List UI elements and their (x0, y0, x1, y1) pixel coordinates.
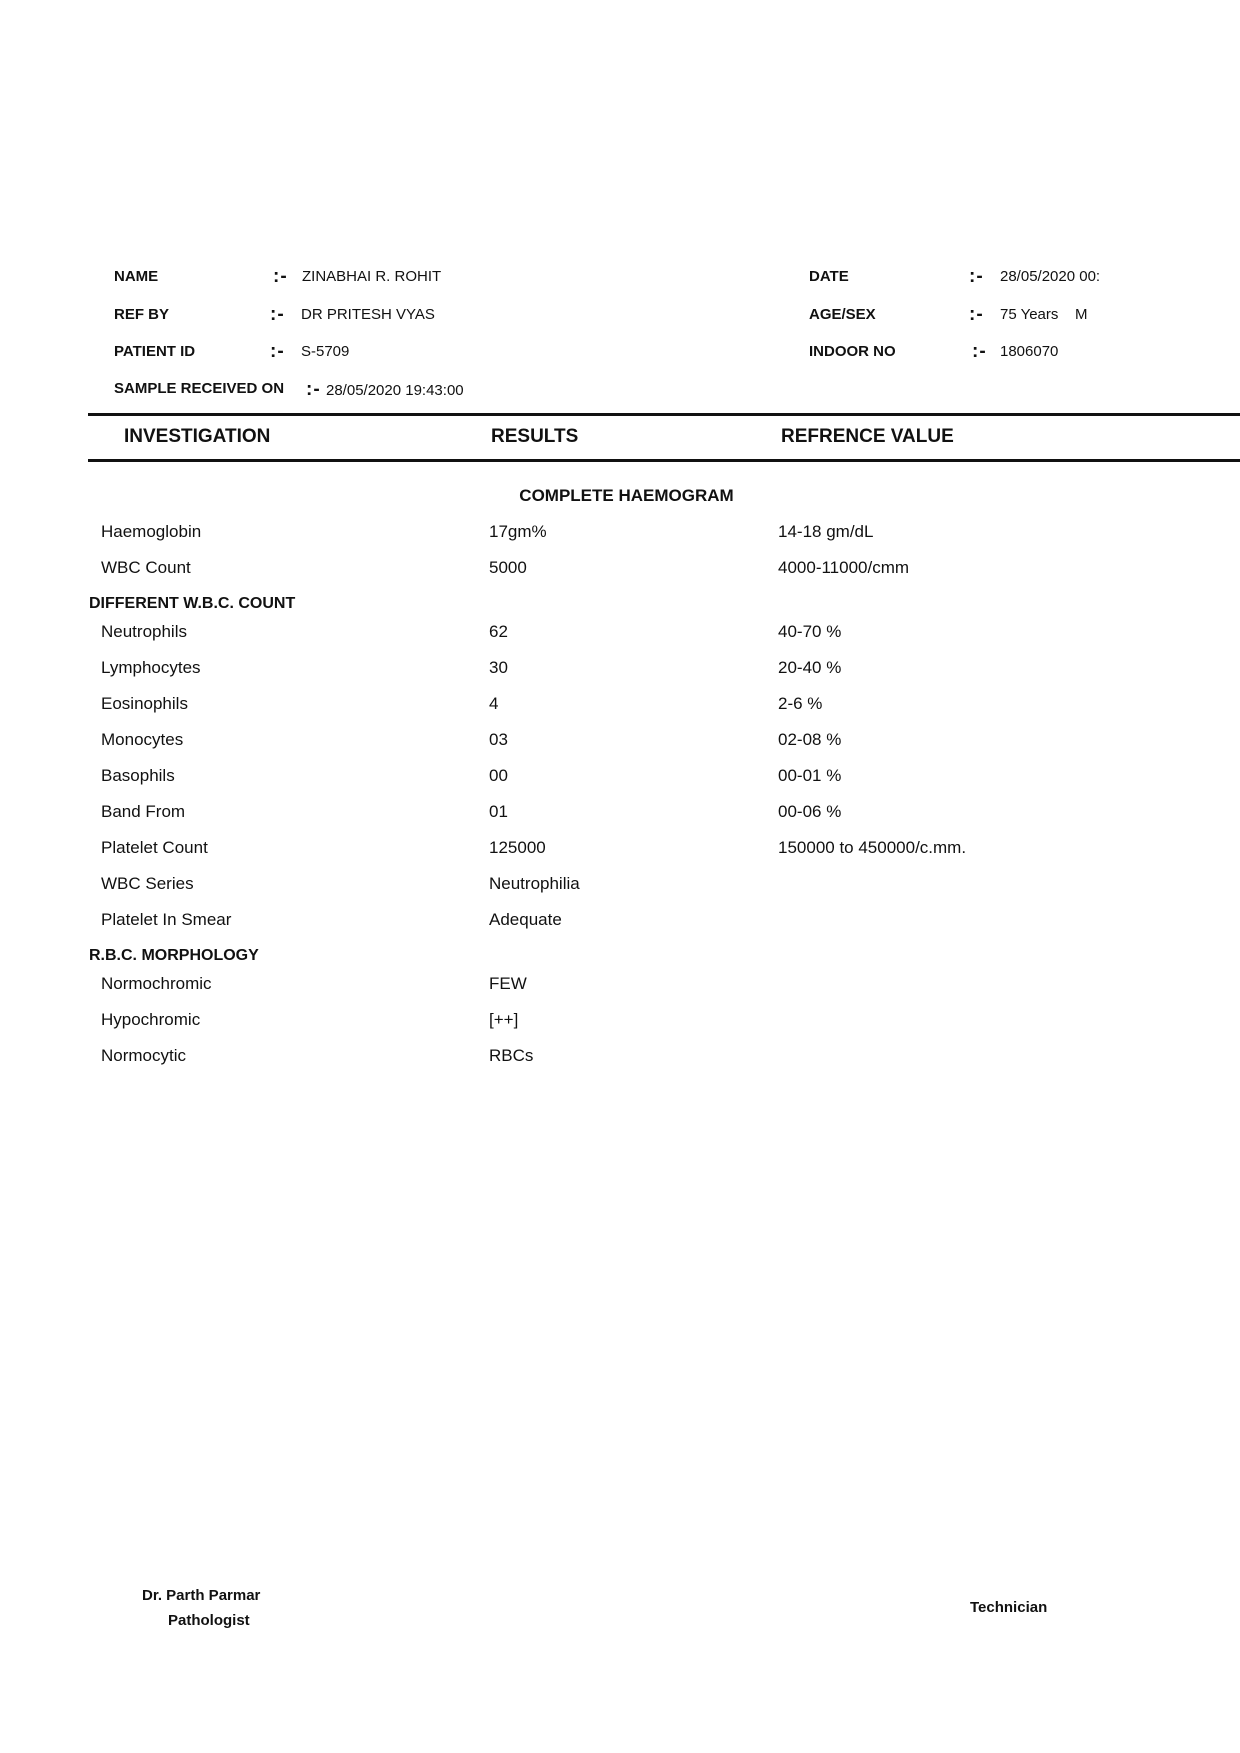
patient-id-value: S-5709 (301, 343, 350, 360)
date-value: 28/05/2020 00: (1000, 268, 1101, 285)
test-name-platelet-count: Platelet Count (101, 838, 208, 857)
test-name-hypochromic: Hypochromic (101, 1010, 201, 1029)
age-sex-label: AGE/SEX (809, 306, 876, 323)
result-monocytes: 03 (489, 730, 508, 749)
column-header-results: RESULTS (491, 426, 579, 447)
result-neutrophils: 62 (489, 622, 508, 641)
reference-lymphocytes: 20-40 % (778, 658, 842, 677)
test-name-eosinophils: Eosinophils (101, 694, 188, 713)
indoor-no-separator: :- (972, 341, 987, 362)
technician-label: Technician (970, 1599, 1048, 1616)
reference-neutrophils: 40-70 % (778, 622, 842, 641)
result-normochromic: FEW (489, 974, 527, 993)
group-title-rbc-morphology: R.B.C. MORPHOLOGY (89, 947, 259, 964)
reference-eosinophils: 2-6 % (778, 694, 823, 713)
test-name-wbc-count: WBC Count (101, 558, 191, 577)
sample-received-value: 28/05/2020 19:43:00 (326, 382, 464, 399)
section-title-complete-haemogram: COMPLETE HAEMOGRAM (519, 486, 734, 505)
sample-received-separator: :- (306, 379, 321, 400)
indoor-no-value: 1806070 (1000, 343, 1059, 360)
result-platelet-in-smear: Adequate (489, 910, 562, 929)
test-name-normochromic: Normochromic (101, 974, 212, 993)
pathologist-title: Pathologist (168, 1612, 250, 1629)
name-label: NAME (114, 268, 159, 285)
name-separator: :- (273, 266, 288, 287)
header-top-rule (88, 413, 1240, 416)
result-eosinophils: 4 (489, 694, 499, 713)
test-name-monocytes: Monocytes (101, 730, 184, 749)
result-band-form: 01 (489, 802, 508, 821)
result-haemoglobin: 17gm% (489, 522, 547, 541)
ref-by-separator: :- (270, 304, 285, 325)
age-sex-separator: :- (969, 304, 984, 325)
group-title-differential-wbc: DIFFERENT W.B.C. COUNT (89, 595, 296, 612)
reference-wbc-count: 4000-11000/cmm (778, 558, 910, 577)
test-name-neutrophils: Neutrophils (101, 622, 187, 641)
age-sex-value: 75 Years M (1000, 306, 1088, 323)
ref-by-label: REF BY (114, 306, 170, 323)
test-name-lymphocytes: Lymphocytes (101, 658, 201, 677)
sample-received-label: SAMPLE RECEIVED ON (114, 380, 285, 397)
pathologist-name: Dr. Parth Parmar (142, 1587, 261, 1604)
test-name-haemoglobin: Haemoglobin (101, 522, 202, 541)
patient-name-value: ZINABHAI R. ROHIT (302, 268, 442, 285)
date-separator: :- (969, 266, 984, 287)
result-lymphocytes: 30 (489, 658, 508, 677)
reference-monocytes: 02-08 % (778, 730, 842, 749)
reference-band-form: 00-06 % (778, 802, 842, 821)
test-name-band-form: Band From (101, 802, 186, 821)
ref-by-value: DR PRITESH VYAS (301, 306, 435, 323)
reference-basophils: 00-01 % (778, 766, 842, 785)
result-wbc-series: Neutrophilia (489, 874, 580, 893)
test-name-basophils: Basophils (101, 766, 175, 785)
test-name-normocytic: Normocytic (101, 1046, 187, 1065)
column-header-investigation: INVESTIGATION (124, 426, 271, 447)
test-name-platelet-in-smear: Platelet In Smear (101, 910, 232, 929)
result-platelet-count: 125000 (489, 838, 546, 857)
test-name-wbc-series: WBC Series (101, 874, 194, 893)
reference-haemoglobin: 14-18 gm/dL (778, 522, 874, 541)
patient-id-label: PATIENT ID (114, 343, 196, 360)
result-wbc-count: 5000 (489, 558, 527, 577)
reference-platelet-count: 150000 to 450000/c.mm. (778, 838, 967, 857)
indoor-no-label: INDOOR NO (809, 343, 896, 360)
header-bottom-rule (88, 459, 1240, 462)
result-hypochromic: [++] (489, 1010, 519, 1029)
date-label: DATE (809, 268, 849, 285)
column-header-reference: REFRENCE VALUE (781, 426, 954, 447)
result-normocytic: RBCs (489, 1046, 534, 1065)
patient-id-separator: :- (270, 341, 285, 362)
result-basophils: 00 (489, 766, 508, 785)
